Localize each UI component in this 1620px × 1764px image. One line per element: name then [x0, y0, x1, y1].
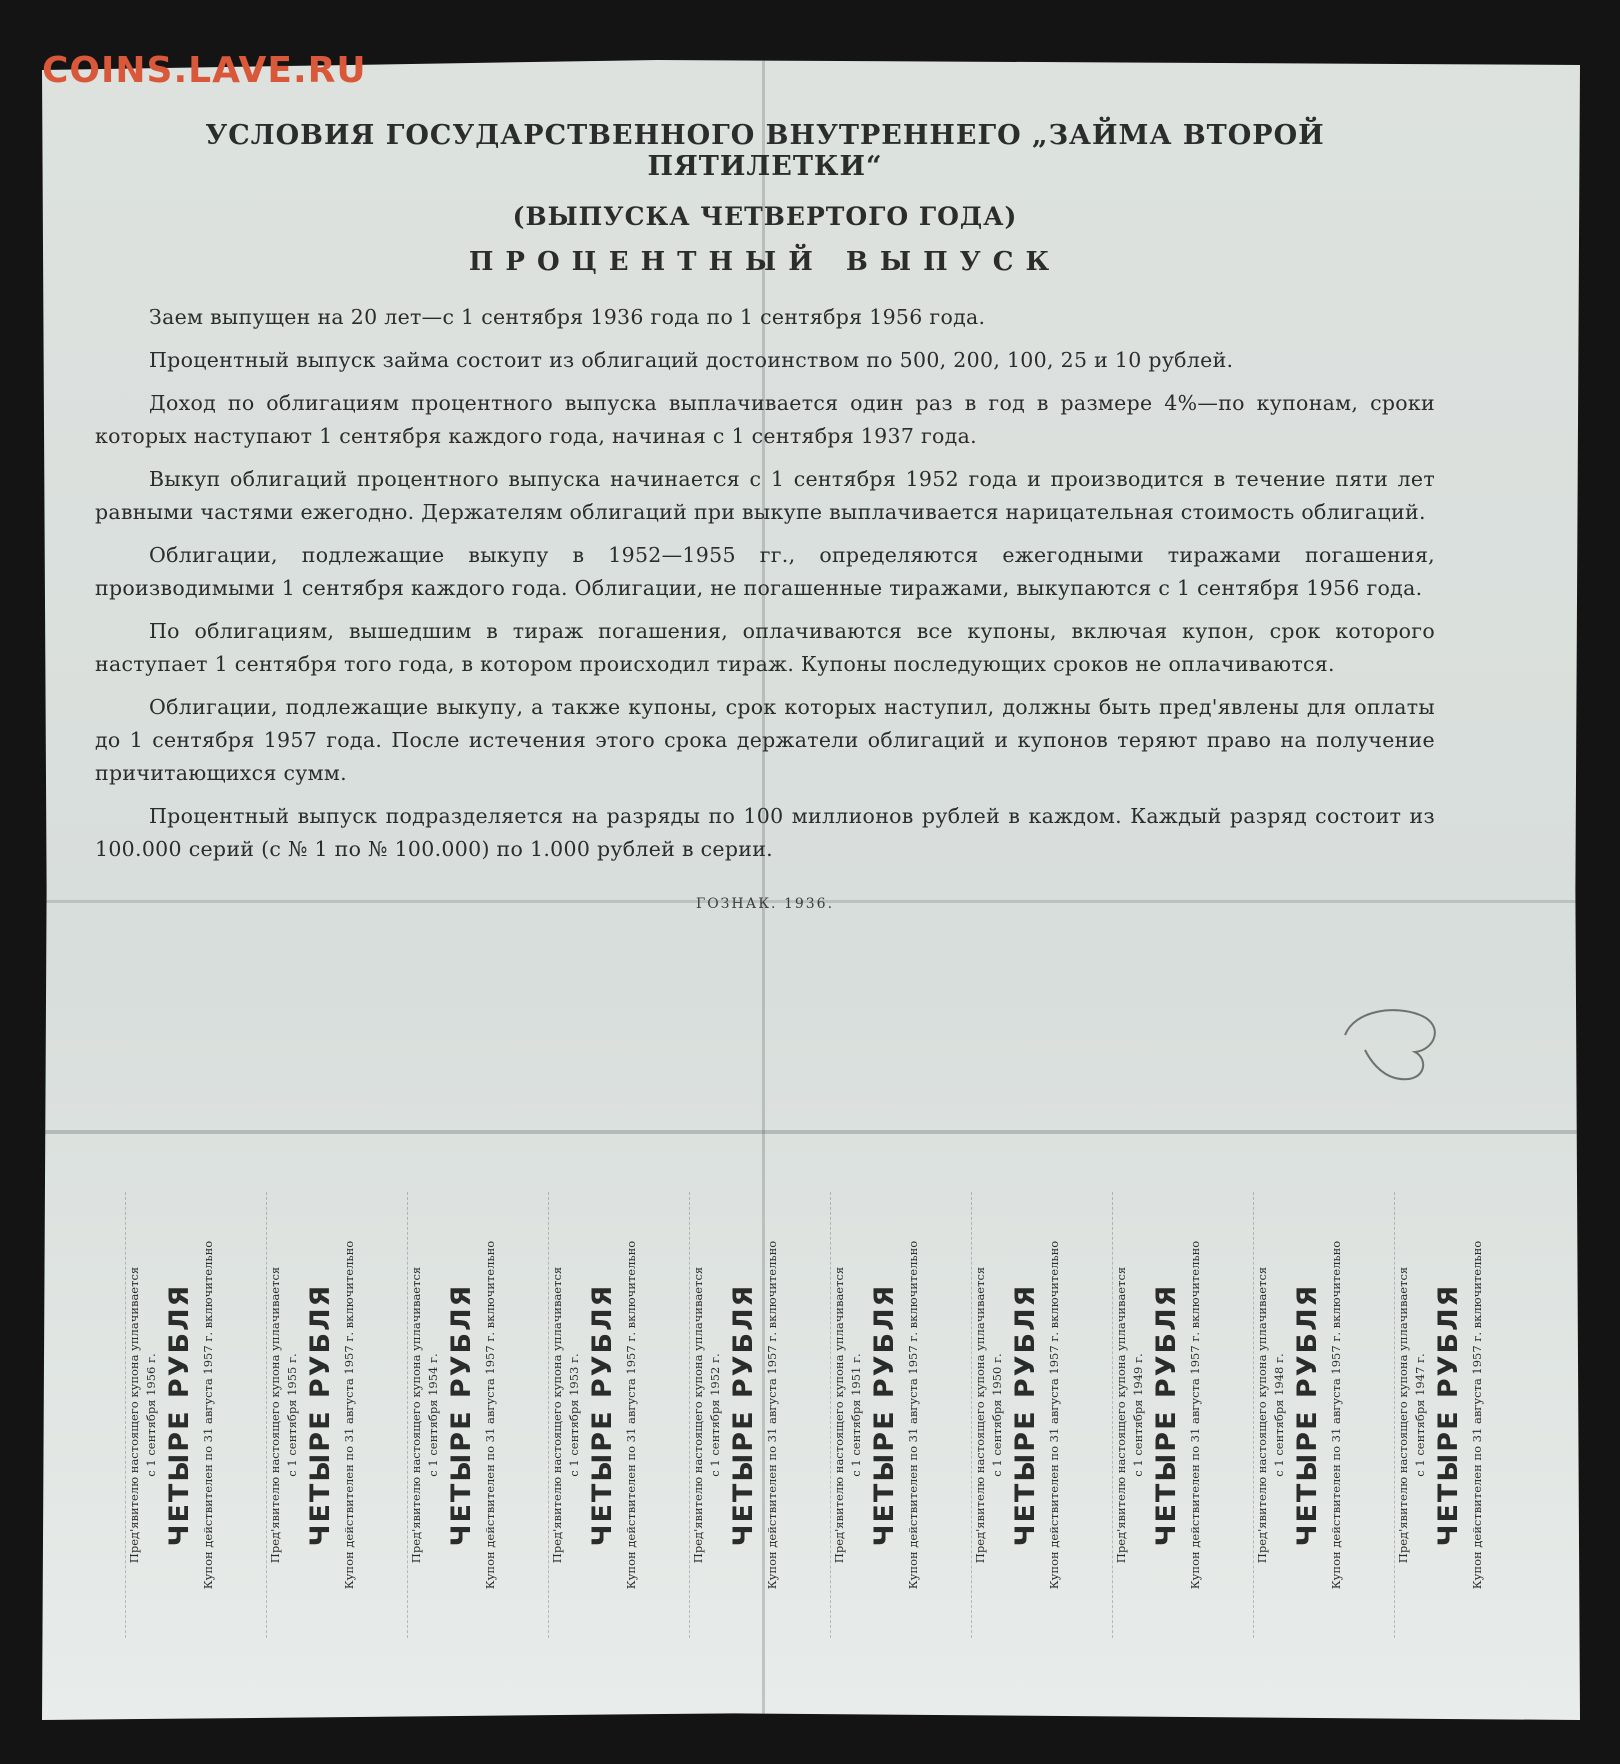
paragraph-term: Заем выпущен на 20 лет—с 1 сентября 1936 года по 1 сентября 1956 года. — [149, 305, 986, 329]
coupon-validity: Купон действителен по 31 августа 1957 г. включительно — [1047, 1240, 1061, 1590]
coupon-date: с 1 сентября 1954 г. — [426, 1353, 440, 1477]
coupon-date: с 1 сентября 1950 г. — [990, 1353, 1004, 1477]
coupon-validity: Купон действителен по 31 августа 1957 г. включительно — [1329, 1240, 1343, 1590]
coupon-payee-text: Пред'явителю настоящего купона уплачивается — [832, 1266, 846, 1564]
coupon-payee-text: Пред'явителю настоящего купона уплачивается — [973, 1266, 987, 1564]
issue-heading: ПРОЦЕНТНЫЙ ВЫПУСК — [468, 247, 1062, 277]
coupon-payee-text: Пред'явителю настоящего купона уплачивается — [1114, 1266, 1128, 1564]
coupon-amount: ЧЕТЫРЕ РУБЛЯ — [1010, 1283, 1041, 1547]
paragraph-redemption: Выкуп облигаций процентного выпуска начинается с 1 сентября 1952 года и производится в течение пяти лет равными частями ежегодно. Держателям облигаций при выкупе выплачивается нарицательная стоимость облигаций. — [95, 467, 1435, 524]
coupon — [548, 1192, 685, 1638]
coupon — [266, 1192, 403, 1638]
coupon — [1112, 1192, 1249, 1638]
coupon-amount: ЧЕТЫРЕ РУБЛЯ — [305, 1283, 336, 1547]
coupon-validity: Купон действителен по 31 августа 1957 г. включительно — [1188, 1240, 1202, 1590]
coupon-validity: Купон действителен по 31 августа 1957 г. включительно — [1470, 1240, 1484, 1590]
coupon-validity: Купон действителен по 31 августа 1957 г. включительно — [624, 1240, 638, 1590]
coupon-date: с 1 сентября 1955 г. — [285, 1353, 299, 1477]
coupon-date: с 1 сентября 1948 г. — [1272, 1353, 1286, 1477]
coupon-amount: ЧЕТЫРЕ РУБЛЯ — [728, 1283, 759, 1547]
coupon-date: с 1 сентября 1953 г. — [567, 1353, 581, 1477]
coupon-perforation-line — [42, 1130, 1580, 1134]
coupon-amount: ЧЕТЫРЕ РУБЛЯ — [1433, 1283, 1464, 1547]
coupon-date: с 1 сентября 1952 г. — [708, 1353, 722, 1477]
paragraph-income: Доход по облигациям процентного выпуска выплачивается один раз в год в размере 4%—по купонам, сроки которых наступают 1 сентября каждого года, начиная с 1 сентября 1937 года. — [95, 391, 1435, 448]
coupon-strip — [125, 1192, 1545, 1638]
coupon-amount: ЧЕТЫРЕ РУБЛЯ — [587, 1283, 618, 1547]
coupon — [1253, 1192, 1390, 1638]
coupon-validity: Купон действителен по 31 августа 1957 г. включительно — [201, 1240, 215, 1590]
coupon-validity: Купон действителен по 31 августа 1957 г. включительно — [906, 1240, 920, 1590]
paragraph-categories: Процентный выпуск подразделяется на разряды по 100 миллионов рублей в каждом. Каждый разряд состоит из 100.000 серий (с № 1 по № 100.000) по 1.000 рублей в серии. — [95, 804, 1435, 861]
coupon-payee-text: Пред'явителю настоящего купона уплачивается — [550, 1266, 564, 1564]
coupon-payee-text: Пред'явителю настоящего купона уплачивается — [127, 1266, 141, 1564]
document-subtitle: (ВЫПУСКА ЧЕТВЕРТОГО ГОДА) — [512, 202, 1018, 231]
coupon-amount: ЧЕТЫРЕ РУБЛЯ — [446, 1283, 477, 1547]
coupon-payee-text: Пред'явителю настоящего купона уплачивается — [409, 1266, 423, 1564]
coupon — [689, 1192, 826, 1638]
coupon-date: с 1 сентября 1956 г. — [144, 1353, 158, 1477]
coupon — [830, 1192, 967, 1638]
pencil-mark — [1335, 990, 1455, 1090]
coupon-date: с 1 сентября 1951 г. — [849, 1353, 863, 1477]
watermark: COINS.LAVE.RU — [42, 50, 367, 91]
coupon — [407, 1192, 544, 1638]
coupon-date: с 1 сентября 1949 г. — [1131, 1353, 1145, 1477]
coupon-amount: ЧЕТЫРЕ РУБЛЯ — [164, 1283, 195, 1547]
document-title: УСЛОВИЯ ГОСУДАРСТВЕННОГО ВНУТРЕННЕГО „ЗАЙМА ВТОРОЙ ПЯТИЛЕТКИ“ — [205, 120, 1325, 182]
coupon-amount: ЧЕТЫРЕ РУБЛЯ — [1151, 1283, 1182, 1547]
paragraph-deadline: Облигации, подлежащие выкупу, а также купоны, срок которых наступил, должны быть пред'явлены для оплаты до 1 сентября 1957 года. После истечения этого срока держатели облигаций и купонов теряют право на получение причитающихся сумм. — [95, 695, 1435, 785]
paragraph-draws: Облигации, подлежащие выкупу в 1952—1955 гг., определяются ежегодными тиражами погашения, производимыми 1 сентября каждого года. Облигации, не погашенные тиражами, выкупаются с 1 сентября 1956 года. — [95, 543, 1435, 600]
coupon-payee-text: Пред'явителю настоящего купона уплачивается — [268, 1266, 282, 1564]
coupon-payee-text: Пред'явителю настоящего купона уплачивается — [1255, 1266, 1269, 1564]
coupon-validity: Купон действителен по 31 августа 1957 г. включительно — [765, 1240, 779, 1590]
printer-imprint: ГОЗНАК. 1936. — [695, 896, 835, 912]
coupon — [971, 1192, 1108, 1638]
coupon — [125, 1192, 262, 1638]
coupon-amount: ЧЕТЫРЕ РУБЛЯ — [869, 1283, 900, 1547]
coupon-validity: Купон действителен по 31 августа 1957 г. включительно — [342, 1240, 356, 1590]
coupon-amount: ЧЕТЫРЕ РУБЛЯ — [1292, 1283, 1323, 1547]
paragraph-coupons-paid: По облигациям, вышедшим в тираж погашения, оплачиваются все купоны, включая купон, срок которого наступает 1 сентября того года, в котором происходил тираж. Купоны последующих сроков не оплачиваются. — [95, 619, 1435, 676]
coupon-payee-text: Пред'явителю настоящего купона уплачивается — [691, 1266, 705, 1564]
coupon-date: с 1 сентября 1947 г. — [1413, 1353, 1427, 1477]
coupon — [1394, 1192, 1531, 1638]
loan-conditions — [95, 120, 1435, 926]
coupon-validity: Купон действителен по 31 августа 1957 г. включительно — [483, 1240, 497, 1590]
paragraph-denominations: Процентный выпуск займа состоит из облигаций достоинством по 500, 200, 100, 25 и 10 рублей. — [149, 348, 1234, 372]
coupon-payee-text: Пред'явителю настоящего купона уплачивается — [1396, 1266, 1410, 1564]
